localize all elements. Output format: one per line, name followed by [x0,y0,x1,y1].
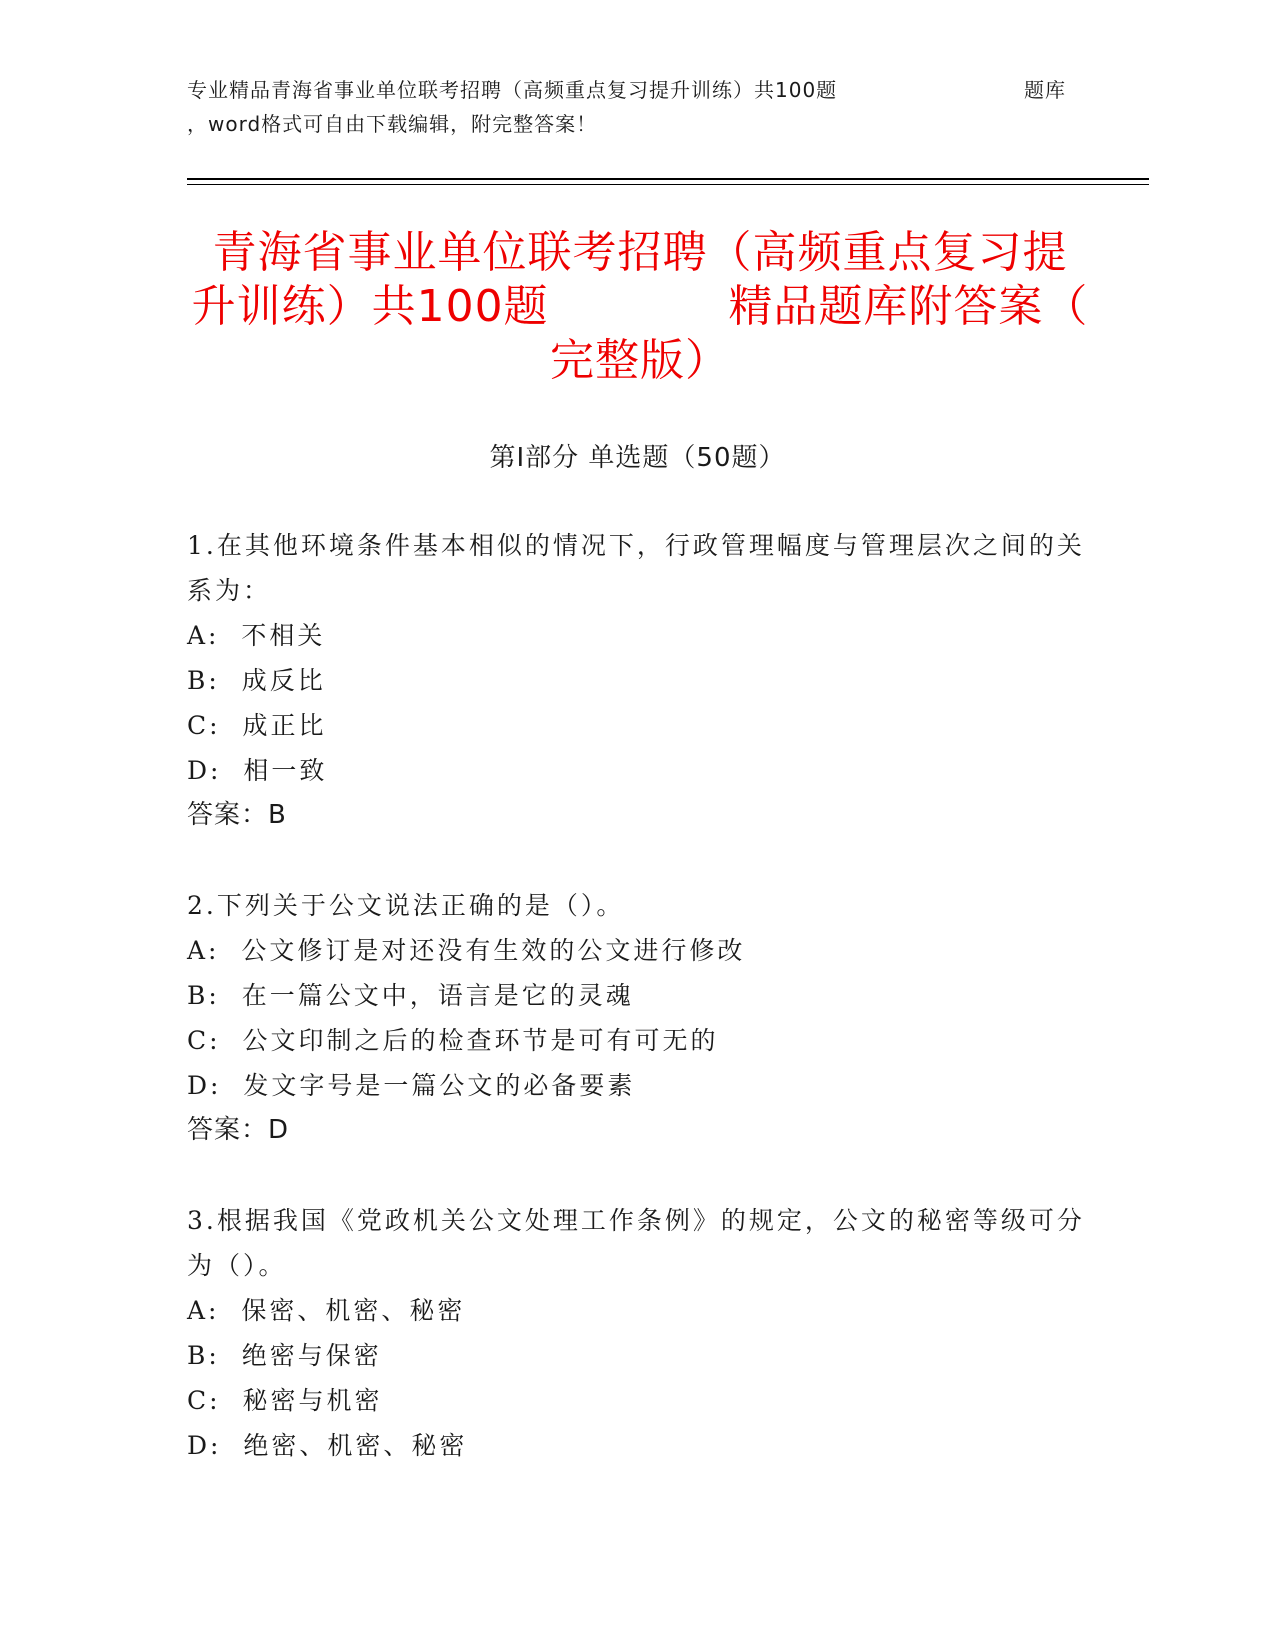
header-line-1 [187,74,1087,106]
option-c: C: 成正比 [187,711,327,740]
option-b: B: 绝密与保密 [187,1341,382,1370]
title-line-3: 完整版） [550,335,730,386]
option-d: D: 绝密、机密、秘密 [187,1431,468,1460]
question-stem: 3.根据我国《党政机关公文处理工作条例》的规定，公文的秘密等级可分为（）。 [187,1206,1085,1280]
answer: 答案：B [187,800,287,830]
document-title [190,226,1090,388]
option-c: C: 公文印制之后的检查环节是可有可无的 [187,1026,719,1055]
question-stem: 2.下列关于公文说法正确的是（）。 [187,891,625,920]
option-d: D: 发文字号是一篇公文的必备要素 [187,1071,636,1100]
answer: 答案：D [187,1115,290,1145]
option-d: D: 相一致 [187,756,328,785]
question-item [187,1198,1087,1468]
header-rule-thick [187,178,1149,180]
section-heading: 第Ⅰ部分 单选题（50题） [489,443,786,473]
header-text: 专业精品青海省事业单位联考招聘（高频重点复习提升训练）共100题 [187,78,838,102]
question-item [187,883,1087,1153]
question-item [187,523,1087,838]
header-line-2: ，word格式可自由下载编辑，附完整答案！ [187,112,598,136]
option-b: B: 在一篇公文中，语言是它的灵魂 [187,981,634,1010]
header-rule-thin [187,184,1149,185]
option-c: C: 秘密与机密 [187,1386,383,1415]
header-right-text: 题库 [1024,78,1066,102]
question-list [187,523,1087,1513]
option-a: A: 不相关 [187,621,326,650]
title-line-2: 升训练）共100题 精品题库附答案（ [191,281,1089,332]
title-line-1: 青海省事业单位联考招聘（高频重点复习提 [212,227,1068,278]
option-b: B: 成反比 [187,666,326,695]
option-a: A: 公文修订是对还没有生效的公文进行修改 [187,936,746,965]
question-stem: 1.在其他环境条件基本相似的情况下，行政管理幅度与管理层次之间的关系为： [187,531,1085,605]
option-a: A: 保密、机密、秘密 [187,1296,466,1325]
